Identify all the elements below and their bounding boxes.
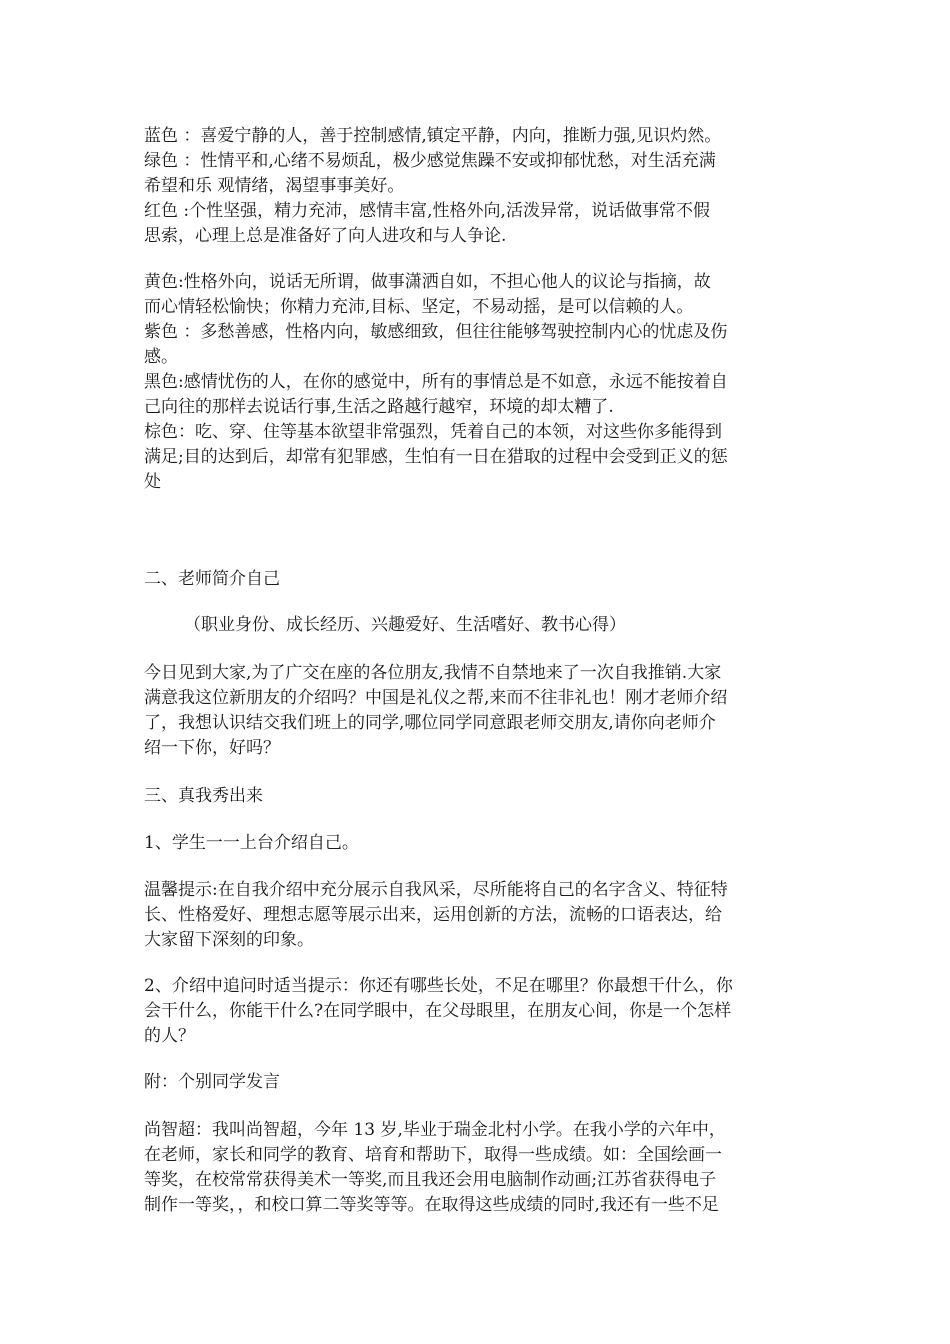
- text-line: 己向往的那样去说话行事,生活之路越行越窄，环境的却太糟了.: [144, 397, 614, 417]
- text-line: 绿色 ：性情平和,心绪不易烦乱，极少感觉焦躁不安或抑郁忧愁，对生活充满: [144, 151, 716, 171]
- text-line: 棕色：吃、穿、住等基本欲望非常强烈，凭着自己的本领，对这些你多能得到: [144, 422, 722, 442]
- text-line: 等奖，在校常常获得美术一等奖,而且我还会用电脑制作动画;江苏省获得电子: [144, 1170, 717, 1190]
- section-heading: 二、老师简介自己: [144, 569, 280, 589]
- text-line: 黄色:性格外向，说话无所谓，做事潇洒自如，不担心他人的议论与指摘，故: [144, 272, 711, 292]
- section-heading: 三、真我秀出来: [144, 786, 263, 806]
- color-personality-paragraph-2: [144, 270, 804, 495]
- text-line: 会干什么，你能干什么?在同学眼中，在父母眼里，在朋友心间，你是一个怎样: [144, 1001, 732, 1021]
- text-line: 的人？: [144, 1026, 195, 1046]
- text-line: 今日见到大家,为了广交在座的各位朋友,我情不自禁地来了一次自我推销.大家: [144, 663, 722, 683]
- text-line: 大家留下深刻的印象。: [144, 930, 314, 950]
- text-line: 满意我这位新朋友的介绍吗？中国是礼仪之帮,来而不往非礼也！刚才老师介绍: [144, 688, 728, 708]
- text-line: 黑色:感情忧伤的人，在你的感觉中，所有的事情总是不如意，永远不能按着自: [144, 372, 728, 392]
- text-line: 长、性格爱好、理想志愿等展示出来，运用创新的方法，流畅的口语表达，给: [144, 905, 722, 925]
- text-line: 2、介绍中追问时适当提示：你还有哪些长处，不足在哪里？你最想干什么，你: [144, 976, 733, 996]
- text-line: 满足;目的达到后，却常有犯罪感，生怕有一日在猎取的过程中会受到正义的惩: [144, 447, 728, 467]
- text-line: 思索，心理上总是准备好了向人进攻和与人争论.: [144, 226, 507, 246]
- text-line: 红色 :个性坚强，精力充沛，感情丰富,性格外向,活泼异常，说话做事常不假: [144, 201, 710, 221]
- color-personality-paragraph-1: [144, 124, 804, 249]
- text-line: 在老师，家长和同学的教育、培育和帮助下，取得一些成绩。如：全国绘画一: [144, 1145, 722, 1165]
- appendix-heading: 附：个别同学发言: [144, 1072, 280, 1092]
- text-line: 尚智超：我叫尚智超，今年 13 岁,毕业于瑞金北村小学。在我小学的六年中，: [144, 1120, 726, 1140]
- teacher-intro-paragraph: [144, 661, 804, 761]
- text-line: 而心情轻松愉快；你精力充沛,目标、坚定，不易动摇，是可以信赖的人。: [144, 297, 694, 317]
- text-line: 温馨提示:在自我介绍中充分展示自我风采，尽所能将自己的名字含义、特征特: [144, 880, 728, 900]
- list-item: 1、学生一一上台介绍自己。: [144, 833, 359, 853]
- text-line: 紫色 ：多愁善感，性格内向，敏感细致，但往往能够驾驶控制内心的忧虑及伤: [144, 322, 728, 342]
- text-line: 制作一等奖，，和校口算二等奖等等。在取得这些成绩的同时,我还有一些不足: [144, 1195, 719, 1215]
- text-line: 绍一下你，好吗？: [144, 738, 280, 758]
- text-line: 感。: [144, 347, 178, 367]
- tip-paragraph: [144, 878, 804, 953]
- list-item: [144, 974, 804, 1049]
- student-speech-paragraph: [144, 1118, 804, 1218]
- text-line: 了，我想认识结交我们班上的同学,哪位同学同意跟老师交朋友,请你向老师介: [144, 713, 716, 733]
- section-subheading: （职业身份、成长经历、兴趣爱好、生活嗜好、教书心得）: [184, 615, 626, 635]
- text-line: 处: [144, 472, 161, 492]
- text-line: 希望和乐 观情绪，渴望事事美好。: [144, 176, 405, 196]
- text-line: 蓝色 ：喜爱宁静的人，善于控制感情,镇定平静，内向，推断力强,见识灼然。: [144, 126, 722, 146]
